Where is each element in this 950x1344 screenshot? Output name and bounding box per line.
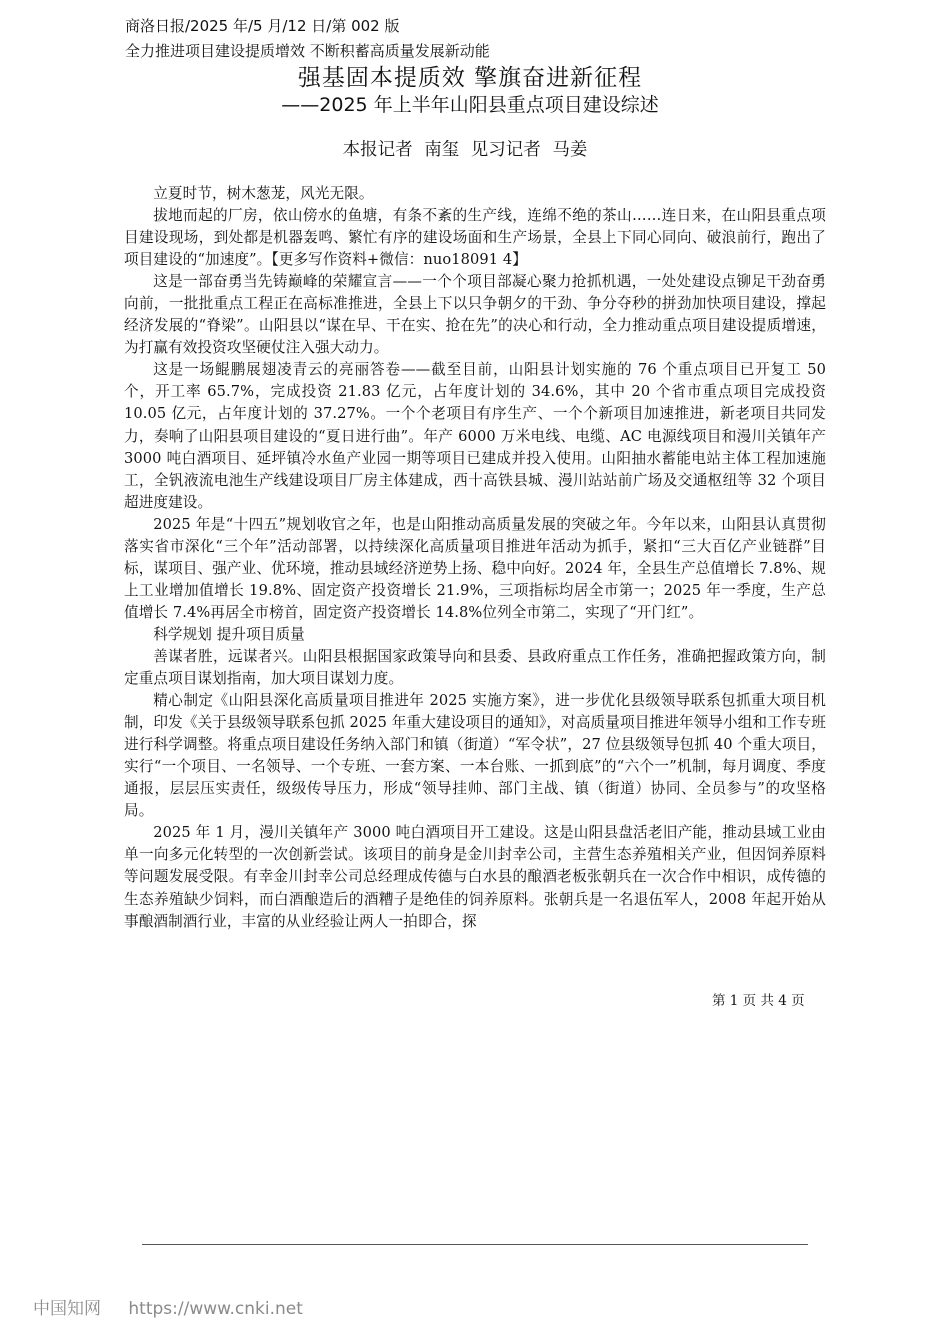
cnki-logo-text: 中国知网: [33, 1299, 101, 1319]
footer-divider: [142, 1244, 808, 1245]
page-number: 第 1 页 共 4 页: [712, 993, 805, 1009]
paragraph: 拔地而起的厂房，依山傍水的鱼塘，有条不紊的生产线，连绵不绝的茶山……连日来，在山阳县重点项目建设现场，到处都是机器轰鸣、繁忙有序的建设场面和生产场景，全县上下同心同向、破浪前行，跑出了项目建设的“加速度”。【更多写作资料+微信：nuo18091 4】: [124, 207, 826, 269]
article-body: [124, 183, 826, 933]
paragraph: 2025 年是“十四五”规划收官之年，也是山阳推动高质量发展的突破之年。今年以来，山阳县认真贯彻落实省市深化“三个年”活动部署，以持续深化高质量项目推进年活动为抓手，紧扣“三大百亿产业链群”目标，谋项目、强产业、优环境，推动县域经济逆势上扬、稳中向好。2024 年，全县生产总值增长 7.8%、规上工业增加值增长 19.8%、固定资产投资增长 21.9%，三项指标均居全市第一；2025 年一季度，生产总值增长 7.4%再居全市榜首，固定资产投资增长 14.8%位列全市第二，实现了“开门红”。: [124, 515, 826, 621]
section-heading: 科学规划 提升项目质量: [153, 625, 305, 643]
paragraph: 立夏时节，树木葱茏，风光无限。: [153, 185, 374, 202]
paragraph: 2025 年 1 月，漫川关镇年产 3000 吨白酒项目开工建设。这是山阳县盘活老旧产能，推动县域工业由单一向多元化转型的一次创新尝试。该项目的前身是金川封幸公司，主营生态养殖相关产业，但因饲养原料等问题发展受限。有幸金川封幸公司总经理成传德与白水县的酿酒老板张朝兵在一次合作中相识，成传德的生态养殖缺少饲料，而白酒酿造后的酒糟子是绝佳的饲养原料。张朝兵是一名退伍军人，2008 年起开始从事酿酒制酒行业，丰富的从业经验让两人一拍即合，探: [124, 824, 826, 930]
byline: 本报记者 南玺 见习记者 马姜: [342, 140, 588, 160]
article-subtitle: ——2025 年上半年山阳县重点项目建设综述: [281, 94, 659, 116]
publication-source: 商洛日报/2025 年/5 月/12 日/第 002 版: [125, 17, 400, 35]
paragraph: 这是一场鲲鹏展翅凌青云的亮丽答卷——截至目前，山阳县计划实施的 76 个重点项目已开复工 50 个，开工率 65.7%，完成投资 21.83 亿元，占年度计划的 34.6%，其中 20 个省市重点项目完成投资 10.05 亿元，占年度计划的 37.27%。一个个老项目有序生产、一个个新项目加速推进，新老项目共同发力，奏响了山阳县项目建设的“夏日进行曲”。年产 6000 万米电线、电缆、AC 电源线项目和漫川关镇年产 3000 吨白酒项目、延坪镇冷水鱼产业园一期等项目已建成并投入使用。山阳抽水蓄能电站主体工程加速施工，全钒液流电池生产线建设项目厂房主体建成，西十高铁县城、漫川站站前广场及交通枢纽等 32 个项目超进度建设。: [124, 361, 826, 511]
paragraph: 善谋者胜，远谋者兴。山阳县根据国家政策导向和县委、县政府重点工作任务，准确把握政策方向，制定重点项目谋划指南，加大项目谋划力度。: [124, 647, 826, 688]
footer-watermark: [33, 1294, 303, 1319]
cnki-url[interactable]: https://www.cnki.net: [128, 1299, 303, 1319]
section-headline: 全力推进项目建设提质增效 不断积蓄高质量发展新动能: [125, 42, 490, 60]
article-title: 强基固本提质效 擎旗奋进新征程: [297, 65, 643, 91]
paragraph: 精心制定《山阳县深化高质量项目推进年 2025 实施方案》，进一步优化县级领导联系包抓重大项目机制，印发《关于县级领导联系包抓 2025 年重大建设项目的通知》，对高质量项目推进年领导小组和工作专班进行科学调整。将重点项目建设任务纳入部门和镇（街道）“军令状”，27 位县级领导包抓 40 个重大项目，实行“一个项目、一名领导、一个专班、一套方案、一本台账、一抓到底”的“六个一”机制，每月调度、季度通报，层层压实责任，级级传导压力，形成“领导挂帅、部门主战、镇（街道）协同、全员参与”的攻坚格局。: [124, 692, 826, 820]
paragraph: 这是一部奋勇当先铸巅峰的荣耀宣言——一个个项目部凝心聚力抢抓机遇，一处处建设点铆足干劲奋勇向前，一批批重点工程正在高标准推进，全县上下以只争朝夕的干劲、争分夺秒的拼劲加快项目建设，撑起经济发展的“脊梁”。山阳县以“谋在早、干在实、抢在先”的决心和行动，全力推动重点项目建设提质增速，为打赢有效投资攻坚硬仗注入强大动力。: [124, 273, 826, 357]
